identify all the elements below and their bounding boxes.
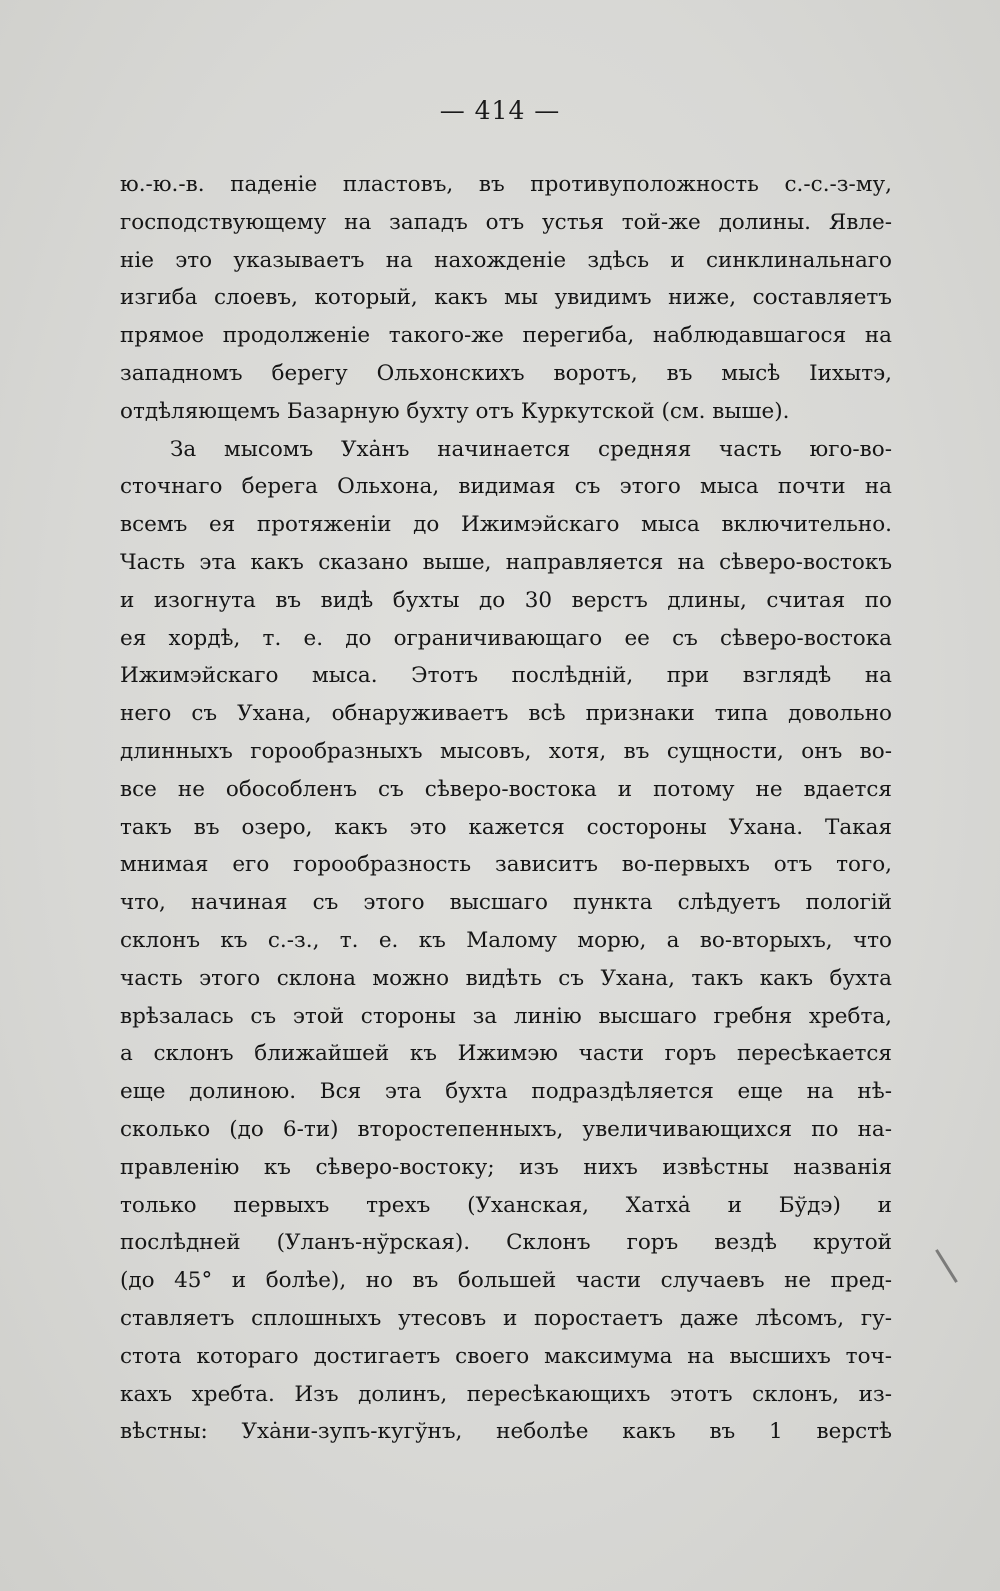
page-number: — 414 — (439, 96, 561, 125)
text-line: Ижимэйскаго мыса. Этотъ послѣдній, при взглядѣ на (120, 663, 892, 689)
text-line: кахъ хребта. Изъ долинъ, пересѣкающихъ этотъ склонъ, из- (120, 1381, 892, 1407)
text-line: Часть эта какъ сказано выше, направляется на сѣверо-востокъ (120, 549, 892, 575)
text-line: ю.-ю.-в. паденіе пластовъ, въ противуположность с.-с.-з-му, (120, 172, 892, 197)
text-line: еще долиною. Вся эта бухта подраздѣляется еще на нѣ- (120, 1079, 892, 1105)
text-line: него съ Ухана, обнаруживаетъ всѣ признаки типа довольно (120, 701, 892, 727)
text-line: только первыхъ трехъ (Уханская, Хатхȧ и Бўдэ) и (120, 1192, 892, 1218)
text-line: ніе это указываетъ на нахожденіе здѣсь и синклинальнаго (120, 247, 892, 273)
text-line: часть этого склона можно видѣть съ Ухана, такъ какъ бухта (120, 965, 892, 991)
text-line: отдѣляющемъ Базарную бухту отъ Куркутской (см. выше). (120, 398, 790, 424)
text-line: и изогнута въ видѣ бухты до 30 верстъ длины, считая по (120, 587, 892, 613)
text-line: стота котораго достигаетъ своего максимума на высшихъ точ- (120, 1343, 892, 1369)
text-line: правленію къ сѣверо-востоку; изъ нихъ извѣстны названія (120, 1154, 892, 1180)
text-line: сточнаго берега Ольхона, видимая съ этого мыса почти на (120, 474, 892, 500)
text-line: мнимая его горообразность зависитъ во-первыхъ отъ того, (120, 852, 892, 878)
text-line: (до 45° и болѣе), но въ большей части случаевъ не пред- (120, 1268, 892, 1294)
text-line: а склонъ ближайшей къ Ижимэю части горъ пересѣкается (120, 1041, 892, 1067)
text-line: всемъ ея протяженіи до Ижимэйскаго мыса включительно. (120, 512, 892, 538)
body-text (120, 166, 892, 1451)
text-line: склонъ къ с.-з., т. е. къ Малому морю, а во-вторыхъ, что (120, 927, 892, 953)
text-line: сколько (до 6-ти) второстепенныхъ, увеличивающихся по на- (120, 1116, 892, 1142)
text-line: послѣдней (Уланъ-нўрская). Склонъ горъ вездѣ крутой (120, 1230, 892, 1256)
paragraph-start-line: За мысомъ Ухȧнъ начинается средняя часть юго-во- (170, 436, 892, 462)
text-line: ставляетъ сплошныхъ утесовъ и поростаетъ даже лѣсомъ, гу- (120, 1305, 892, 1331)
text-line: западномъ берегу Ольхонскихъ воротъ, въ мысѣ Іихытэ, (120, 360, 892, 386)
text-line: изгиба слоевъ, который, какъ мы увидимъ ниже, составляетъ (120, 285, 892, 311)
page-edge-mark (935, 1249, 958, 1283)
text-line: такъ въ озеро, какъ это кажется состороны Ухана. Такая (120, 814, 892, 840)
text-line: длинныхъ горообразныхъ мысовъ, хотя, въ сущности, онъ во- (120, 738, 892, 764)
text-line: господствующему на западъ отъ устья той-же долины. Явле- (120, 209, 892, 235)
text-line: прямое продолженіе такого-же перегиба, наблюдавшагося на (120, 323, 892, 349)
text-line: все не обособленъ съ сѣверо-востока и потому не вдается (120, 776, 892, 802)
text-line: врѣзалась съ этой стороны за линію высшаго гребня хребта, (120, 1003, 892, 1029)
text-line: вѣстны: Ухȧни-зупъ-кугўнъ, неболѣе какъ въ 1 верстѣ (120, 1419, 892, 1445)
text-line: что, начиная съ этого высшаго пункта слѣдуетъ пологій (120, 890, 892, 916)
text-line: ея хордѣ, т. е. до ограничивающаго ее съ сѣверо-востока (120, 625, 892, 651)
